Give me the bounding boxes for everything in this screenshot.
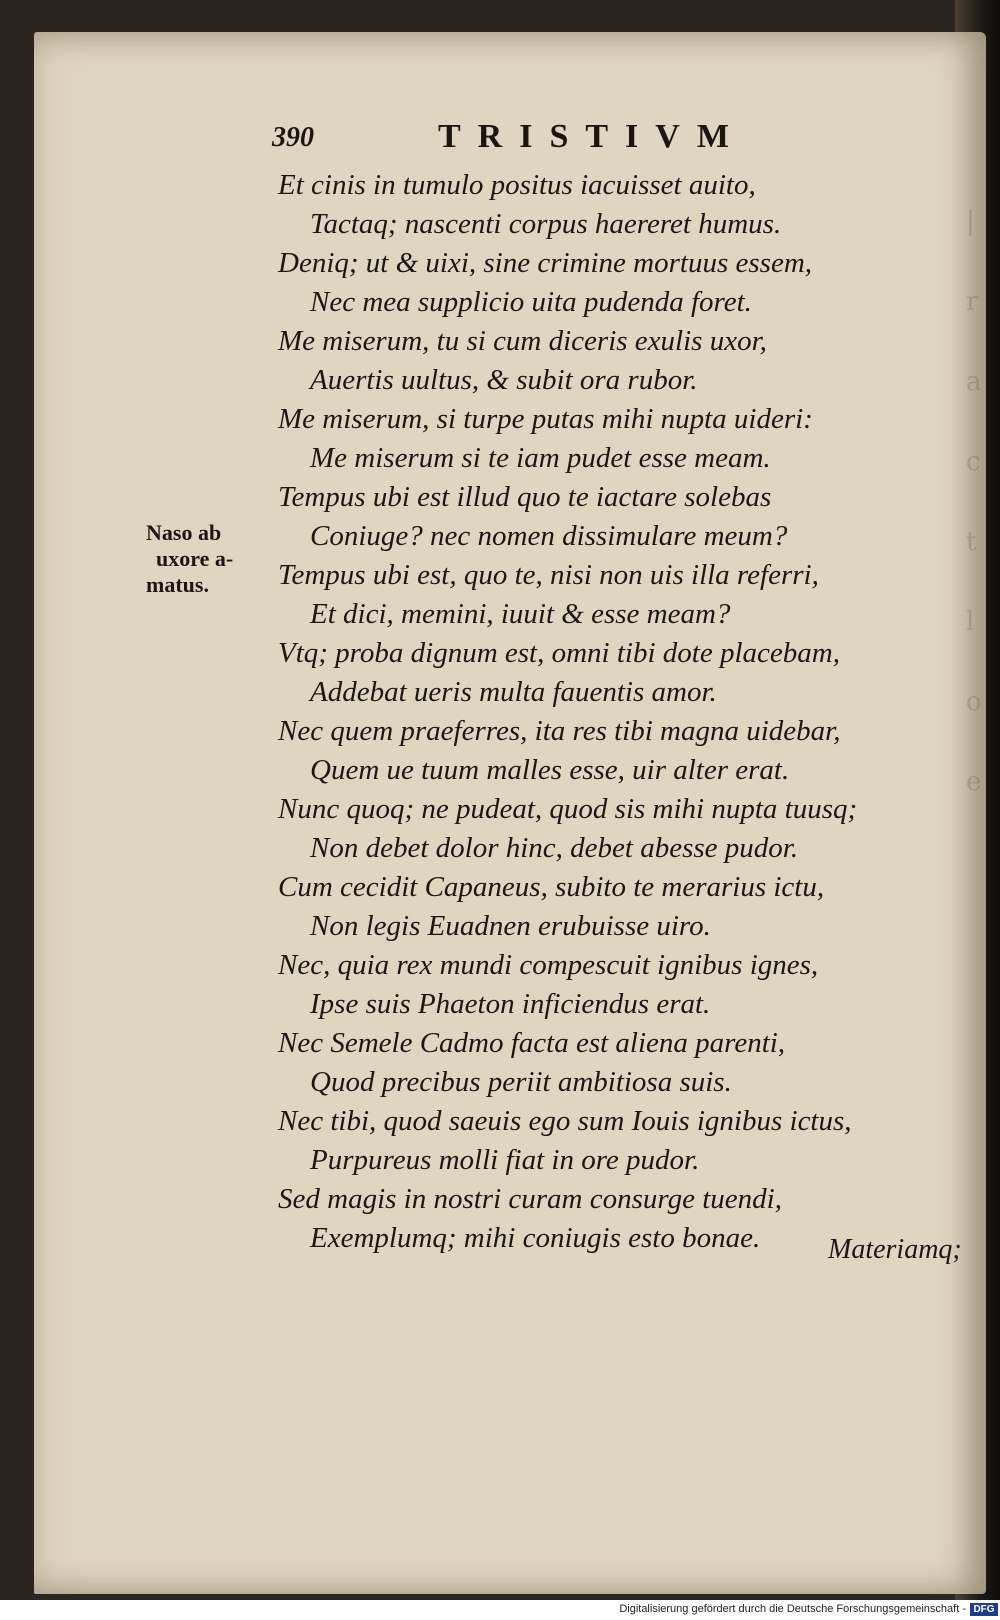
marginal-note-line: uxore a- <box>156 546 234 571</box>
verse-text-block <box>278 166 898 1258</box>
verse-line: Cum cecidit Capaneus, subito te merarius ictu, <box>278 871 825 903</box>
dfg-logo: DFG <box>970 1603 998 1616</box>
verse-line: Nec, quia rex mundi compescuit ignibus ignes, <box>278 949 819 981</box>
verse-line: Coniuge? nec nomen dissimulare meum? <box>310 520 788 552</box>
verse-line: Exemplumq; mihi coniugis esto bonae. <box>310 1222 761 1254</box>
verse-line: Tactaq; nascenti corpus haereret humus. <box>310 208 782 240</box>
verse-line: Quod precibus periit ambitiosa suis. <box>310 1066 732 1098</box>
running-head: TRISTIVM <box>438 118 746 155</box>
verse-line: Nec mea supplicio uita pudenda foret. <box>310 286 752 318</box>
verse-line: Non legis Euadnen erubuisse uiro. <box>310 910 711 942</box>
page-number: 390 <box>272 122 314 153</box>
verse-line: Deniq; ut & uixi, sine crimine mortuus essem, <box>278 247 813 279</box>
verse-line: Et dici, memini, iuuit & esse meam? <box>310 598 731 630</box>
catchword: Materiamq; <box>828 1234 962 1265</box>
verse-line: Me miserum, si turpe putas mihi nupta uideri: <box>278 403 813 435</box>
verse-line: Nec tibi, quod saeuis ego sum Iouis ignibus ictus, <box>278 1105 852 1137</box>
verse-line: Quem ue tuum malles esse, uir alter erat. <box>310 754 790 786</box>
bleed-through-text: | r a c t l o e <box>966 207 982 797</box>
verse-line: Nec Semele Cadmo facta est aliena parenti, <box>278 1027 786 1059</box>
verse-line: Auertis uultus, & subit ora rubor. <box>310 364 698 396</box>
verse-line: Nunc quoq; ne pudeat, quod sis mihi nupta tuusq; <box>278 793 858 825</box>
page-header <box>272 118 792 158</box>
verse-line: Addebat ueris multa fauentis amor. <box>310 676 717 708</box>
digitization-credit: Digitalisierung gefördert durch die Deutsche Forschungsgemeinschaft - <box>619 1603 966 1615</box>
marginal-note <box>146 520 256 598</box>
verse-line: Me miserum si te iam pudet esse meam. <box>310 442 771 474</box>
verse-line: Non debet dolor hinc, debet abesse pudor. <box>310 832 799 864</box>
footer-bar <box>0 1600 1000 1620</box>
verse-line: Tempus ubi est illud quo te iactare solebas <box>278 481 772 513</box>
marginal-note-line: Naso ab <box>146 520 222 545</box>
verse-line: Tempus ubi est, quo te, nisi non uis illa referri, <box>278 559 819 591</box>
verse-line: Ipse suis Phaeton inficiendus erat. <box>310 988 711 1020</box>
marginal-note-line: matus. <box>146 572 209 597</box>
verse-line: Nec quem praeferres, ita res tibi magna uidebar, <box>278 715 841 747</box>
verse-line: Me miserum, tu si cum diceris exulis uxor, <box>278 325 767 357</box>
verse-line: Vtq; proba dignum est, omni tibi dote placebam, <box>278 637 840 669</box>
verse-line: Et cinis in tumulo positus iacuisset auito, <box>278 169 756 201</box>
verse-line: Sed magis in nostri curam consurge tuendi, <box>278 1183 782 1215</box>
verse-line: Purpureus molli fiat in ore pudor. <box>310 1144 700 1176</box>
